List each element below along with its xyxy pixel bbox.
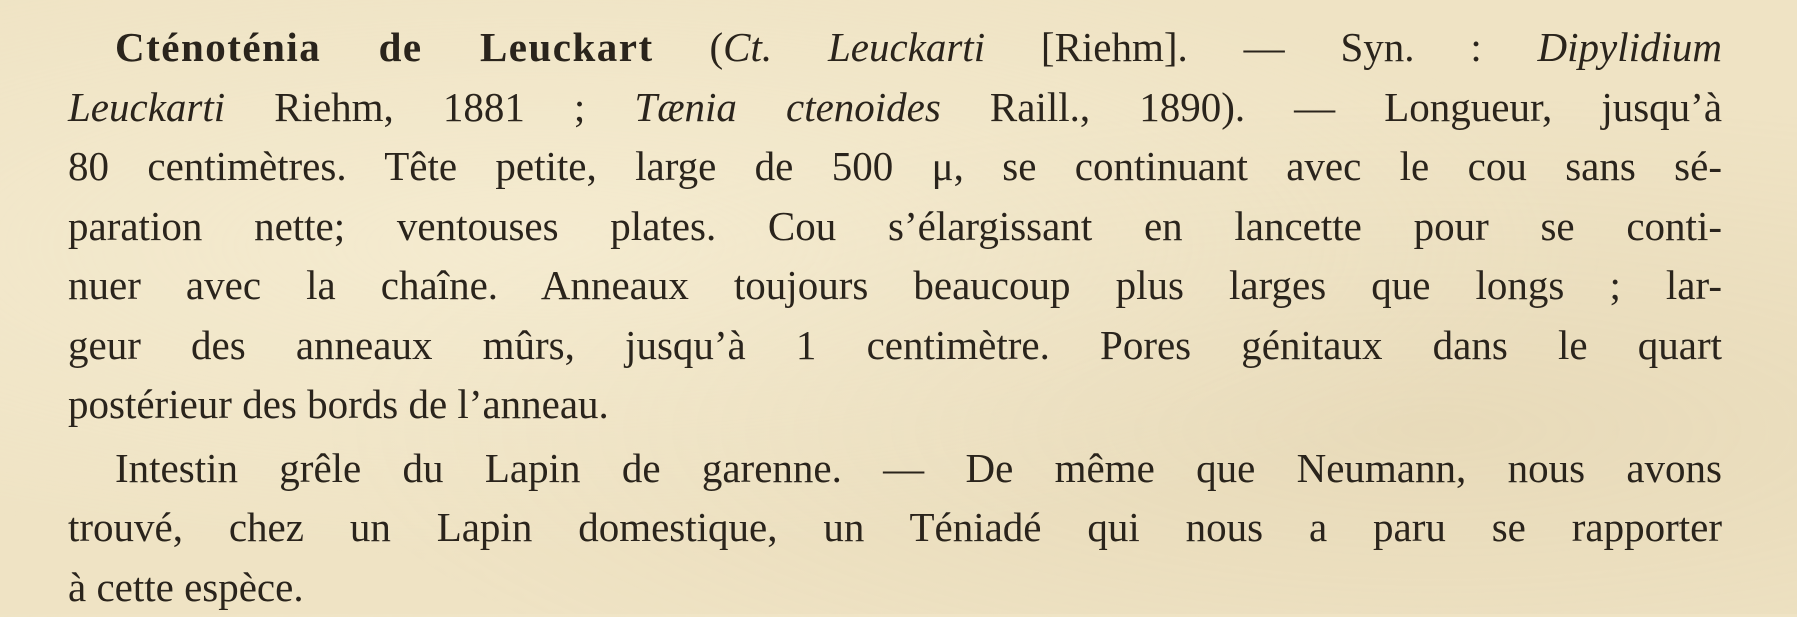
text-span: Riehm, 1881 ;	[225, 84, 634, 130]
text-line: trouvé, chez un Lapin domestique, un Téniadé qui nous a paru se rapporter	[68, 498, 1722, 558]
text-span: Raill., 1890). — Longueur, jusqu’à	[941, 84, 1722, 130]
species-entry-paragraph	[68, 18, 1722, 435]
text-line: paration nette; ventouses plates. Cou s’élargissant en lancette pour se conti-	[68, 197, 1722, 257]
text-line	[68, 78, 1722, 138]
synonym-genus: Dipylidium	[1538, 24, 1722, 70]
text-line: à cette espèce.	[68, 558, 1722, 617]
species-heading: Cténoténia de Leuckart	[115, 24, 654, 70]
text-line: postérieur des bords de l’anneau.	[68, 375, 1722, 435]
text-line: nuer avec la chaîne. Anneaux toujours beaucoup plus larges que longs ; lar-	[68, 256, 1722, 316]
synonym-species: Leuckarti	[68, 84, 225, 130]
synonym-taenia: Tænia ctenoides	[634, 84, 940, 130]
text-span: [Riehm]. — Syn. :	[985, 24, 1537, 70]
text-line: geur des anneaux mûrs, jusqu’à 1 centimètre. Pores génitaux dans le quart	[68, 316, 1722, 376]
habitat-paragraph	[68, 439, 1722, 617]
text-line: 80 centimètres. Tête petite, large de 500 μ, se continuant avec le cou sans sé-	[68, 137, 1722, 197]
text-line: Intestin grêle du Lapin de garenne. — De même que Neumann, nous avons	[68, 439, 1722, 499]
species-abbrev: Ct. Leuckarti	[723, 24, 985, 70]
text-span: (	[654, 24, 723, 70]
text-line	[68, 18, 1722, 78]
